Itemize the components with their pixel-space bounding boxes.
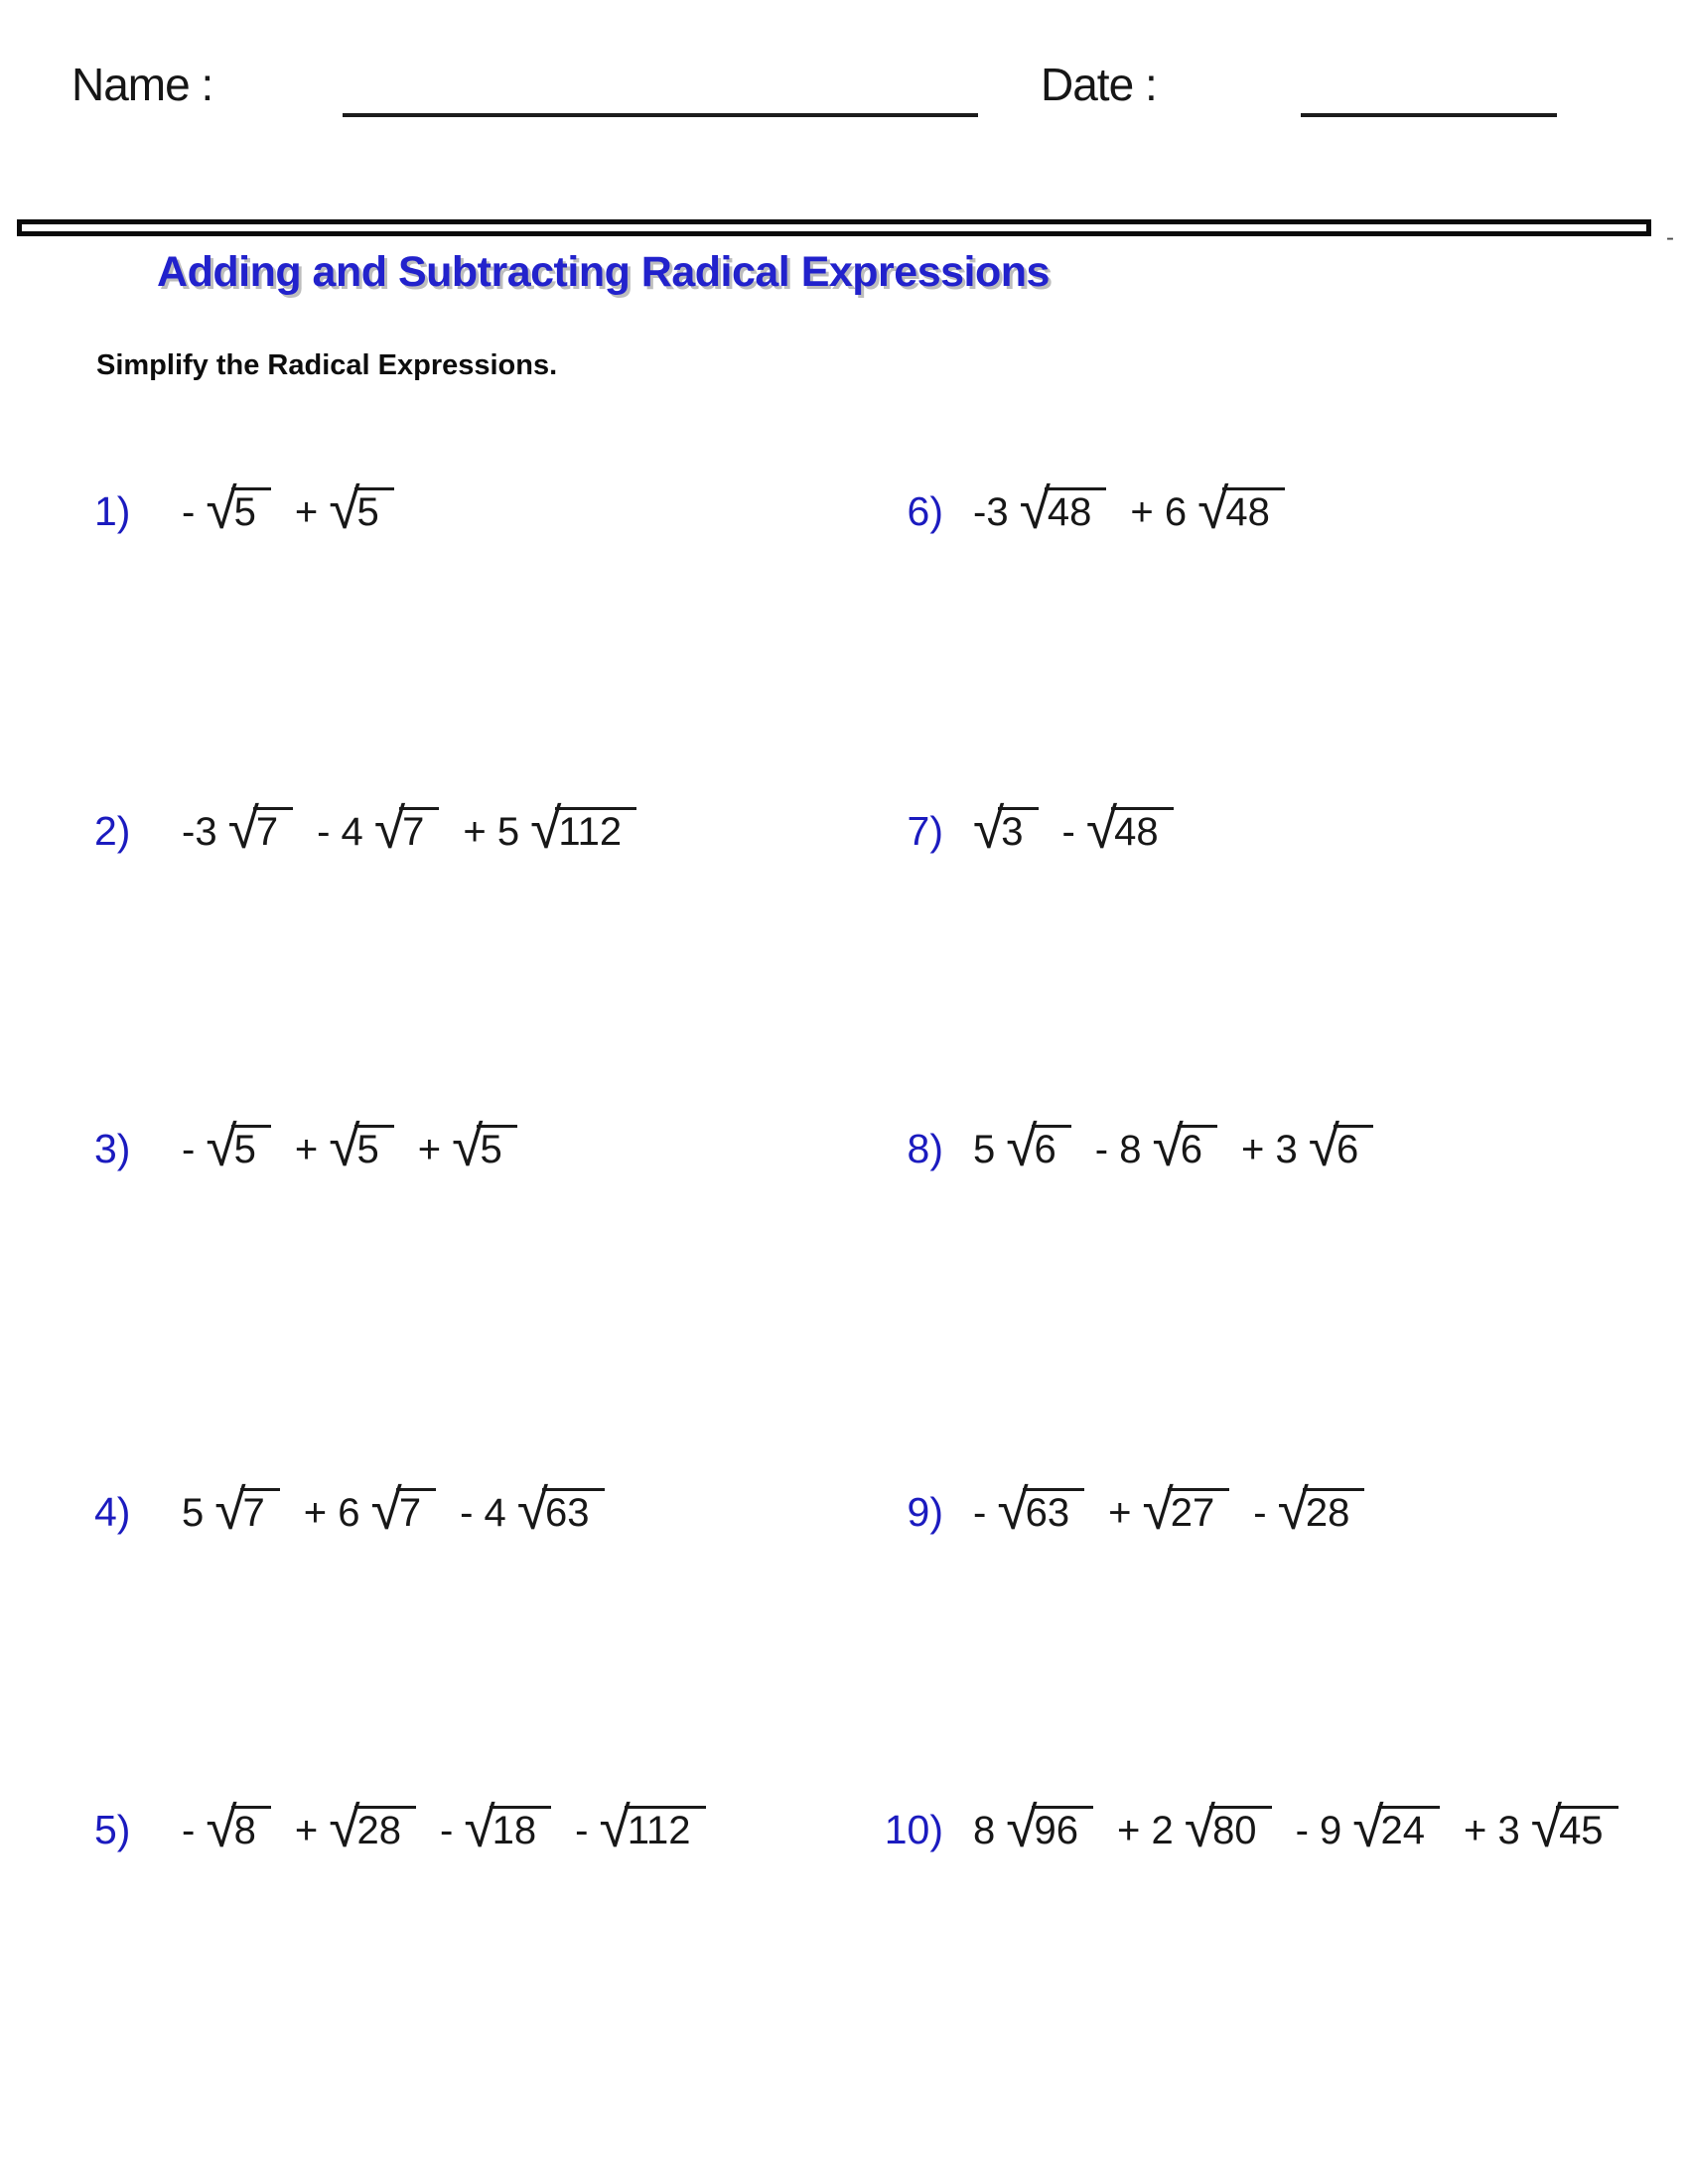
radicand-value: 6 [1334, 1125, 1373, 1170]
radical-expression [329, 478, 394, 542]
radical-expression [1006, 1115, 1071, 1179]
radical-term [182, 478, 271, 542]
term-operator-coefficient: + 6 [1130, 490, 1188, 534]
problem-row-8 [860, 1107, 1397, 1179]
radical-term [973, 1796, 1093, 1860]
radicand-value: 24 [1378, 1806, 1441, 1851]
term-operator-coefficient: + [294, 1809, 319, 1852]
radical-term [294, 478, 394, 542]
term-operator-coefficient: - 8 [1094, 1128, 1142, 1171]
radical-expression [1184, 1796, 1272, 1860]
radicand-value: 48 [1222, 487, 1285, 533]
radical-expression [1152, 1115, 1217, 1179]
date-blank-line [1301, 113, 1557, 117]
term-operator-coefficient: + 6 [303, 1491, 360, 1535]
section-divider-rule [17, 219, 1651, 236]
radicand-value: 7 [240, 1488, 280, 1534]
radical-expression [370, 1478, 437, 1543]
radical-expression [530, 797, 636, 862]
radicand-value: 96 [1032, 1806, 1094, 1851]
page-title: Adding and Subtracting Radical Expressions [157, 248, 1050, 296]
term-operator-coefficient: -3 [182, 810, 217, 854]
radical-term [1117, 1796, 1272, 1860]
radicand-value: 8 [231, 1806, 271, 1851]
square-root-icon: √ [973, 797, 1005, 862]
radical-expression [1197, 478, 1285, 542]
square-root-icon: √ [1006, 1115, 1038, 1179]
problem-number: 8) [907, 1125, 943, 1171]
radical-term [1241, 1115, 1373, 1179]
term-operator-coefficient: + [417, 1128, 442, 1171]
square-root-icon: √ [206, 478, 237, 542]
problem-number: 5) [94, 1806, 131, 1852]
radicand-value: 80 [1209, 1806, 1272, 1851]
problem-row-4 [94, 1470, 629, 1543]
square-root-icon: √ [1019, 478, 1051, 542]
radical-expression [516, 1478, 605, 1543]
name-blank-line [343, 113, 978, 117]
radical-term [1094, 1115, 1217, 1179]
term-operator-coefficient: + 3 [1464, 1809, 1520, 1852]
problem-row-10 [860, 1788, 1642, 1860]
radical-expression [1277, 1478, 1365, 1543]
radical-term [460, 1478, 604, 1543]
problem-number: 1) [94, 487, 131, 534]
term-operator-coefficient: + 5 [463, 810, 520, 854]
radicand-value: 48 [1111, 807, 1174, 853]
term-operator-coefficient: - [575, 1809, 589, 1852]
radicand-value: 5 [231, 487, 271, 533]
square-root-icon: √ [464, 1796, 495, 1860]
square-root-icon: √ [1142, 1478, 1174, 1543]
term-operator-coefficient: + 3 [1241, 1128, 1298, 1171]
square-root-icon: √ [1006, 1796, 1038, 1860]
radical-term [1108, 1478, 1229, 1543]
radicand-value: 5 [477, 1125, 516, 1170]
radicand-value: 5 [354, 1125, 394, 1170]
radical-expression [997, 1478, 1084, 1543]
term-operator-coefficient: - [182, 490, 196, 534]
square-root-icon: √ [997, 1478, 1029, 1543]
term-operator-coefficient: -3 [973, 490, 1009, 534]
problem-row-7 [860, 789, 1197, 862]
radical-term [317, 797, 439, 862]
divider-edge-dash: - [1666, 224, 1674, 251]
radicand-value: 6 [1032, 1125, 1071, 1170]
radicand-value: 5 [354, 487, 394, 533]
radicand-value: 112 [555, 807, 636, 853]
problem-number: 9) [907, 1488, 943, 1535]
radicand-value: 7 [396, 1488, 436, 1534]
square-root-icon: √ [1152, 1115, 1184, 1179]
radical-expression [206, 478, 271, 542]
radical-term [294, 1115, 394, 1179]
term-operator-coefficient: - [182, 1809, 196, 1852]
radical-expression [1006, 1796, 1093, 1860]
square-root-icon: √ [206, 1115, 237, 1179]
term-operator-coefficient: 5 [973, 1128, 996, 1171]
problem-row-2 [94, 789, 660, 862]
square-root-icon: √ [227, 797, 259, 862]
problem-number: 10) [884, 1806, 943, 1852]
term-operator-coefficient: - [973, 1491, 987, 1535]
square-root-icon: √ [214, 1478, 246, 1543]
radical-expression [1530, 1796, 1618, 1860]
radicand-value: 7 [399, 807, 439, 853]
square-root-icon: √ [1530, 1796, 1563, 1860]
radical-expression [227, 797, 294, 862]
radical-term [182, 1478, 280, 1543]
square-root-icon: √ [373, 797, 406, 862]
radicand-value: 5 [231, 1125, 271, 1170]
radical-term [463, 797, 636, 862]
square-root-icon: √ [370, 1478, 402, 1543]
radicand-value: 6 [1178, 1125, 1217, 1170]
radical-expression [206, 1796, 271, 1860]
term-operator-coefficient: - 9 [1295, 1809, 1342, 1852]
term-operator-coefficient: 8 [973, 1809, 996, 1852]
radical-expression [1085, 797, 1174, 862]
radicand-value: 18 [490, 1806, 552, 1851]
square-root-icon: √ [1352, 1796, 1384, 1860]
radical-expression [464, 1796, 551, 1860]
problem-number: 7) [907, 807, 943, 854]
radical-term [973, 1478, 1084, 1543]
square-root-icon: √ [452, 1115, 484, 1179]
radical-term [440, 1796, 551, 1860]
problem-number: 3) [94, 1125, 131, 1171]
radical-term [575, 1796, 705, 1860]
radicand-value: 28 [354, 1806, 417, 1851]
term-operator-coefficient: 5 [182, 1491, 205, 1535]
radical-term [294, 1796, 416, 1860]
term-operator-coefficient: + [1108, 1491, 1132, 1535]
square-root-icon: √ [1085, 797, 1118, 862]
problem-row-9 [860, 1470, 1388, 1543]
radical-expression [1142, 1478, 1229, 1543]
date-label: Date : [1041, 59, 1157, 110]
radical-term [973, 797, 1039, 862]
radicand-value: 45 [1556, 1806, 1618, 1851]
radical-term [1295, 1796, 1440, 1860]
problem-number: 4) [94, 1488, 131, 1535]
radical-expression [973, 797, 1039, 862]
square-root-icon: √ [1184, 1796, 1216, 1860]
square-root-icon: √ [329, 1796, 360, 1860]
square-root-icon: √ [1308, 1115, 1340, 1179]
radical-term [182, 797, 293, 862]
square-root-icon: √ [516, 1478, 549, 1543]
square-root-icon: √ [329, 1115, 360, 1179]
radical-term [973, 478, 1106, 542]
radical-expression [329, 1796, 416, 1860]
problem-number: 2) [94, 807, 131, 854]
problem-row-5 [94, 1788, 730, 1860]
term-operator-coefficient: - [440, 1809, 454, 1852]
radicand-value: 7 [253, 807, 293, 853]
radical-expression [329, 1115, 394, 1179]
radicand-value: 63 [1023, 1488, 1085, 1534]
square-root-icon: √ [1197, 478, 1229, 542]
term-operator-coefficient: + [294, 490, 319, 534]
term-operator-coefficient: - [1253, 1491, 1267, 1535]
instruction-text: Simplify the Radical Expressions. [96, 349, 558, 381]
problem-number: 6) [907, 487, 943, 534]
radicand-value: 3 [998, 807, 1038, 853]
square-root-icon: √ [599, 1796, 631, 1860]
term-operator-coefficient: + 2 [1117, 1809, 1174, 1852]
radical-expression [1019, 478, 1107, 542]
radicand-value: 28 [1303, 1488, 1365, 1534]
radical-term [417, 1115, 517, 1179]
problem-row-6 [860, 470, 1309, 542]
square-root-icon: √ [530, 797, 562, 862]
radical-term [973, 1115, 1071, 1179]
radicand-value: 63 [542, 1488, 605, 1534]
radical-term [182, 1115, 271, 1179]
radical-expression [1308, 1115, 1374, 1179]
radical-term [1253, 1478, 1364, 1543]
radicand-value: 112 [625, 1806, 706, 1851]
term-operator-coefficient: - [182, 1128, 196, 1171]
radical-expression [452, 1115, 517, 1179]
problem-row-3 [94, 1107, 541, 1179]
term-operator-coefficient: - 4 [460, 1491, 506, 1535]
radical-term [1130, 478, 1285, 542]
square-root-icon: √ [1277, 1478, 1309, 1543]
term-operator-coefficient: + [294, 1128, 319, 1171]
radicand-value: 27 [1168, 1488, 1230, 1534]
square-root-icon: √ [206, 1796, 237, 1860]
square-root-icon: √ [329, 478, 360, 542]
radical-expression [1352, 1796, 1440, 1860]
radical-term [182, 1796, 271, 1860]
radical-expression [599, 1796, 705, 1860]
term-operator-coefficient: - [1061, 810, 1075, 854]
problem-row-1 [94, 470, 418, 542]
radical-expression [214, 1478, 280, 1543]
radical-term [1061, 797, 1174, 862]
worksheet-title-wrap [0, 248, 1206, 297]
term-operator-coefficient: - 4 [317, 810, 363, 854]
radical-term [303, 1478, 436, 1543]
radical-expression [373, 797, 440, 862]
radical-expression [206, 1115, 271, 1179]
name-label: Name : [71, 59, 213, 110]
radical-term [1464, 1796, 1618, 1860]
radicand-value: 48 [1045, 487, 1107, 533]
